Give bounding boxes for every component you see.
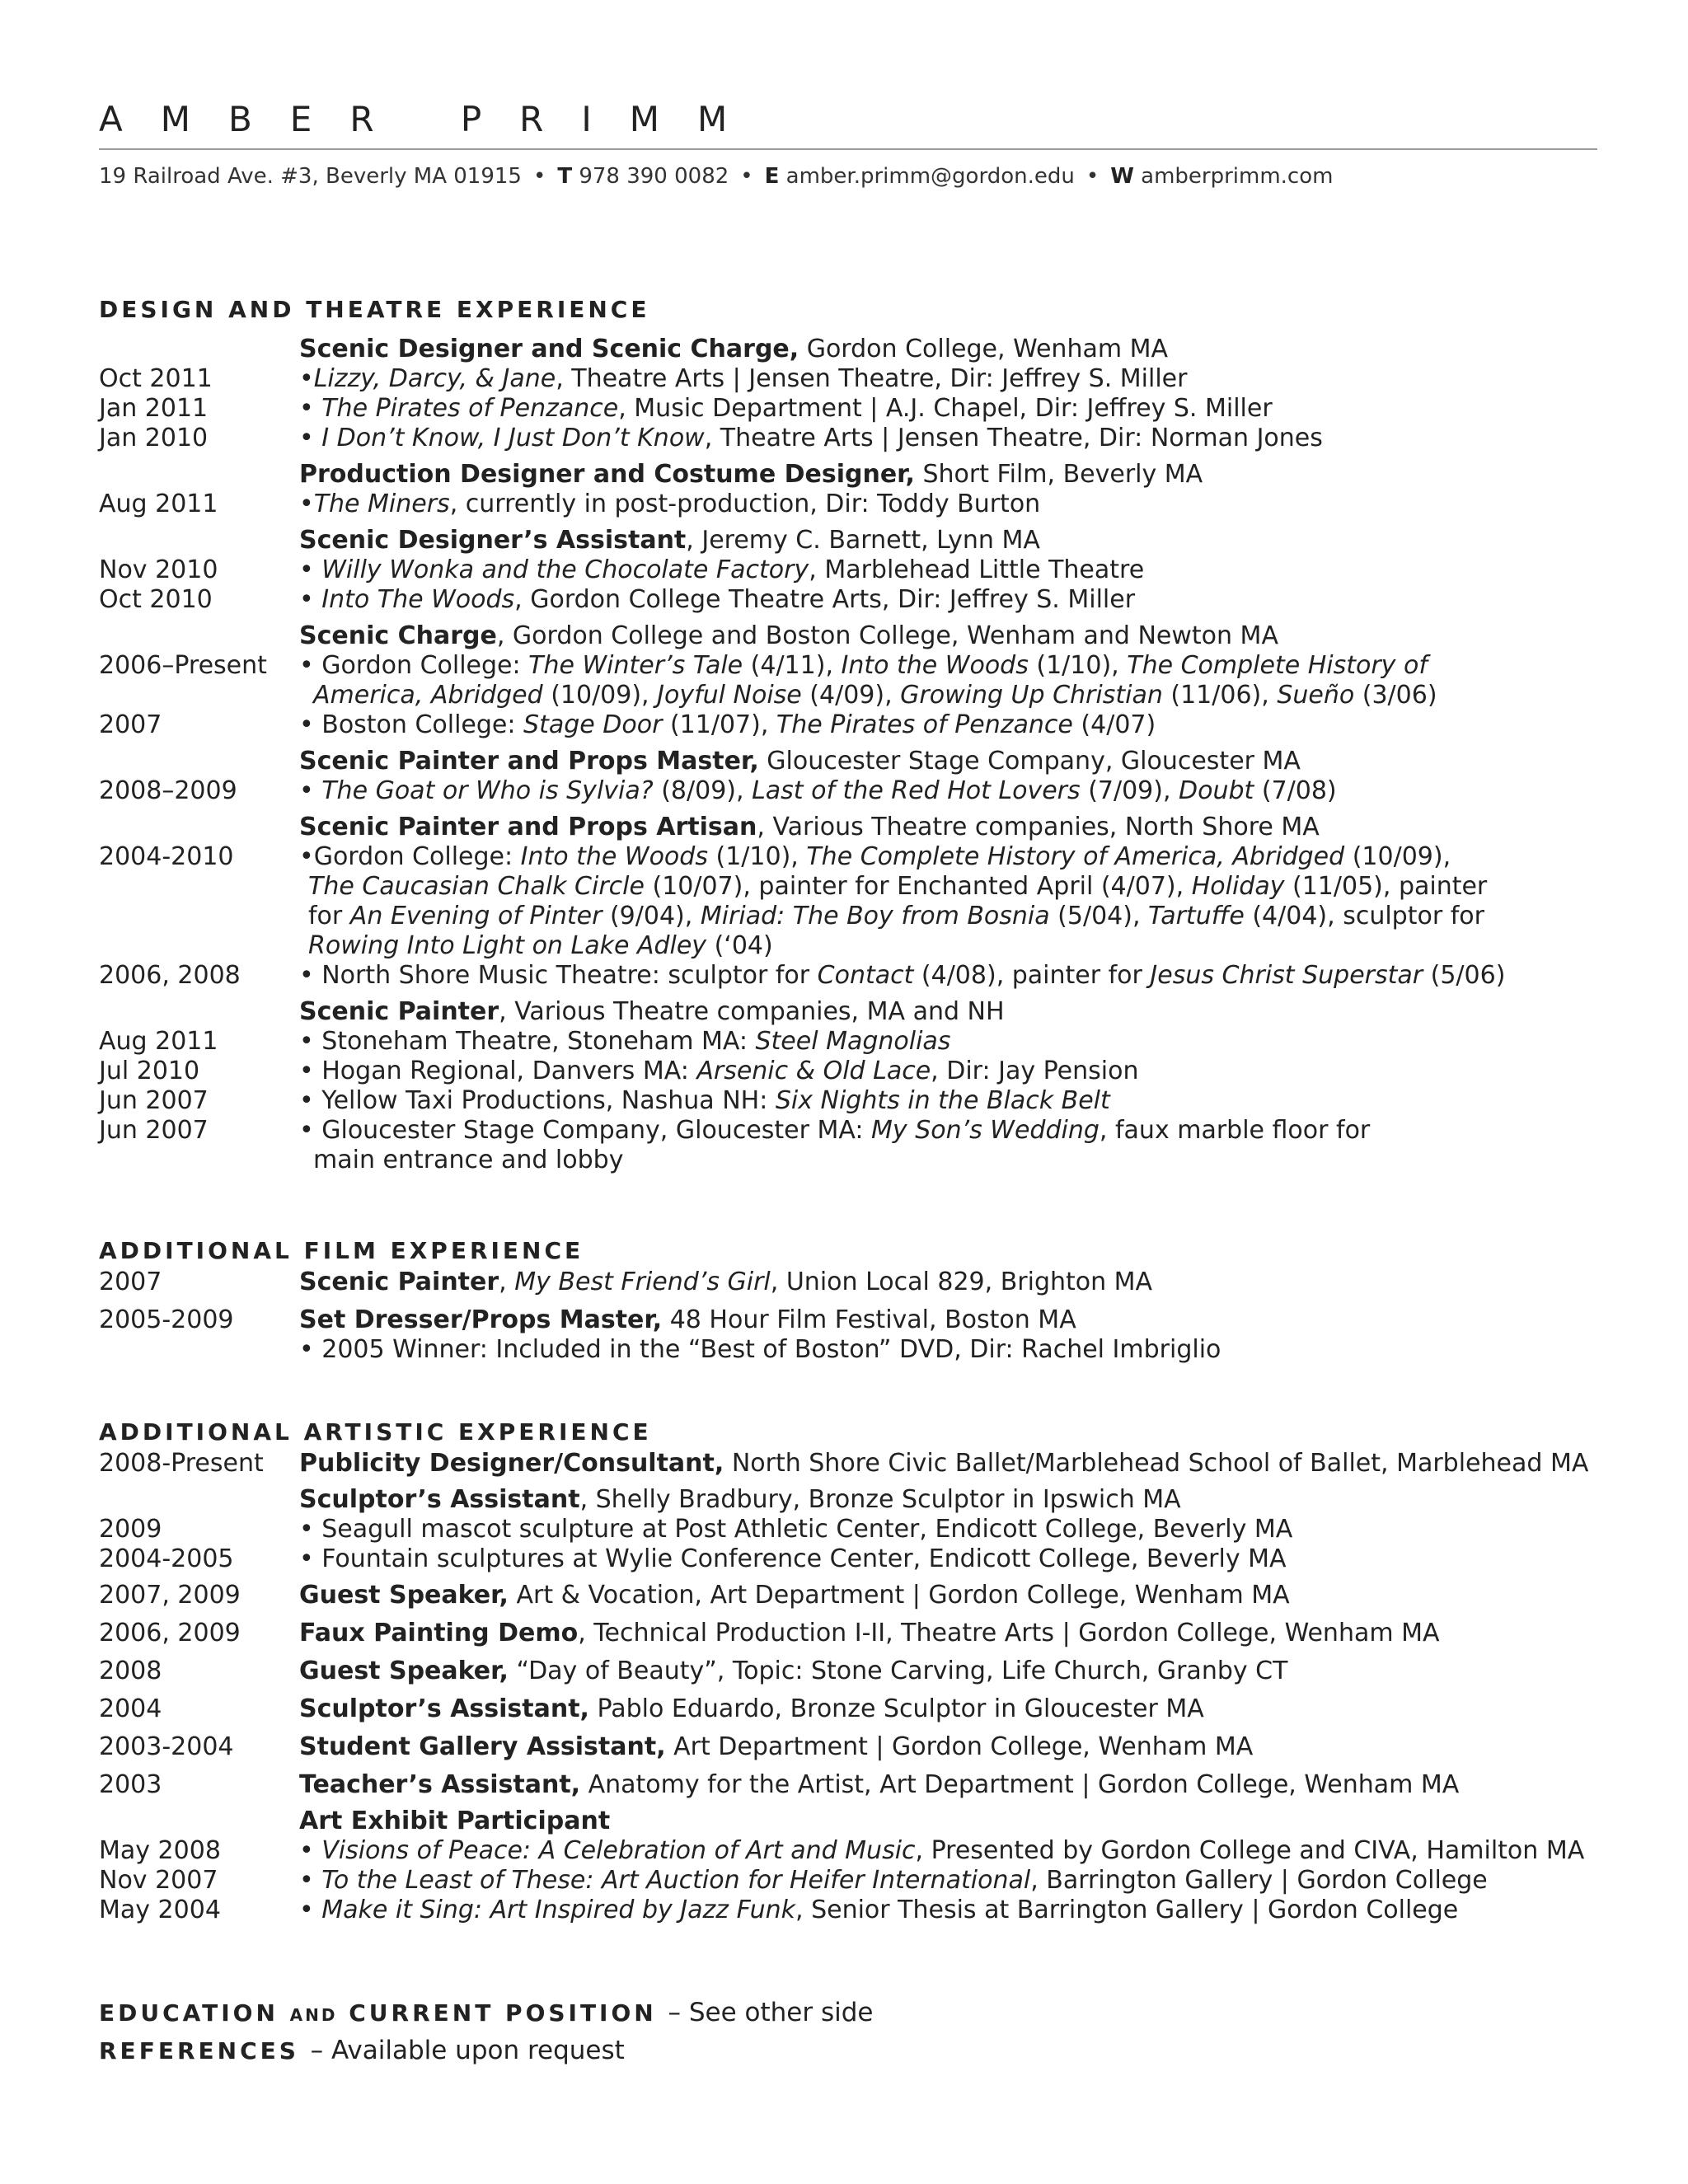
entry-text bbox=[299, 1896, 1458, 1925]
entry-text bbox=[299, 335, 1168, 364]
experience-row bbox=[0, 621, 1688, 651]
entry-role: Guest Speaker, bbox=[299, 1581, 509, 1610]
entry-text bbox=[299, 1836, 1584, 1866]
entry-detail: Short Film, Beverly MA bbox=[914, 460, 1203, 489]
experience-row bbox=[0, 1027, 1688, 1057]
entry-detail: • Yellow Taxi Productions, Nashua NH: bbox=[299, 1086, 776, 1115]
entry-text bbox=[299, 460, 1203, 490]
entry-date: 2005-2009 bbox=[99, 1305, 234, 1334]
section-heading-references bbox=[99, 2036, 625, 2066]
entry-title: Growing Up Christian bbox=[900, 681, 1163, 710]
experience-row bbox=[0, 1268, 1688, 1297]
entry-date: 2007, 2009 bbox=[99, 1581, 241, 1610]
entry-detail: • bbox=[299, 424, 322, 452]
experience-row bbox=[0, 1694, 1688, 1724]
entry-detail: , Union Local 829, Brighton MA bbox=[770, 1268, 1153, 1296]
section-heading-education bbox=[99, 1998, 873, 2030]
experience-row bbox=[0, 1770, 1688, 1800]
entry-detail: (9/04), bbox=[602, 902, 701, 930]
entry-text bbox=[299, 651, 1428, 681]
entry-detail: Gordon College, Wenham MA bbox=[799, 335, 1169, 363]
entry-title: The Complete History of bbox=[1127, 651, 1428, 680]
entry-text bbox=[313, 1146, 623, 1175]
entry-title: Visions of Peace: A Celebration of Art and Music bbox=[321, 1836, 916, 1865]
entry-detail: , Theatre Arts | Jensen Theatre, Dir: Norman Jones bbox=[704, 424, 1323, 452]
entry-date: 2006–Present bbox=[99, 651, 267, 680]
entry-role: Set Dresser/Props Master, bbox=[299, 1305, 663, 1334]
experience-row bbox=[0, 710, 1688, 740]
entry-title: Miriad: The Boy from Bosnia bbox=[700, 902, 1050, 930]
entry-detail: , Various Theatre companies, MA and NH bbox=[499, 997, 1005, 1026]
entry-detail: • bbox=[299, 394, 322, 423]
entry-title: Into the Woods bbox=[520, 842, 708, 871]
entry-detail: (4/04), sculptor for bbox=[1244, 902, 1484, 930]
entry-title: Six Nights in the Black Belt bbox=[775, 1086, 1110, 1115]
phone-label: T bbox=[557, 164, 573, 189]
education-note: – See other side bbox=[668, 1998, 874, 2027]
experience-row bbox=[0, 1619, 1688, 1648]
entry-title: Into The Woods bbox=[321, 585, 515, 614]
entry-detail: (11/06), bbox=[1162, 681, 1278, 710]
experience-row bbox=[0, 555, 1688, 585]
entry-text bbox=[299, 621, 1278, 651]
entry-role: Scenic Painter and Props Artisan bbox=[299, 813, 757, 841]
entry-detail: • North Shore Music Theatre: sculptor for bbox=[299, 961, 818, 990]
experience-row bbox=[0, 961, 1688, 991]
entry-detail: , Senior Thesis at Barrington Gallery | Gordon College bbox=[795, 1896, 1459, 1924]
entry-date: 2004-2010 bbox=[99, 842, 234, 871]
experience-row bbox=[0, 776, 1688, 806]
entry-date: Jun 2007 bbox=[99, 1116, 209, 1145]
entry-detail: (4/08), painter for bbox=[913, 961, 1151, 990]
entry-detail: • Gordon College: bbox=[299, 651, 529, 680]
separator-dot: • bbox=[532, 164, 546, 189]
entry-date: 2009 bbox=[99, 1515, 162, 1544]
experience-row bbox=[0, 1732, 1688, 1762]
entry-date: 2008–2009 bbox=[99, 776, 237, 805]
experience-row bbox=[0, 1305, 1688, 1335]
entry-text bbox=[308, 931, 773, 961]
entry-text bbox=[299, 364, 1187, 394]
entry-detail: • bbox=[299, 1896, 322, 1924]
entry-role: Sculptor’s Assistant bbox=[299, 1485, 580, 1514]
experience-row bbox=[0, 997, 1688, 1027]
entry-detail: (1/10), bbox=[707, 842, 807, 871]
entry-text bbox=[299, 710, 1156, 740]
entry-detail: , Theatre Arts | Jensen Theatre, Dir: Jeffrey S. Miller bbox=[556, 364, 1188, 393]
entry-detail: • Seagull mascot sculpture at Post Athletic Center, Endicott College, Beverly MA bbox=[299, 1515, 1293, 1544]
experience-row bbox=[0, 526, 1688, 555]
entry-detail: Gloucester Stage Company, Gloucester MA bbox=[758, 747, 1301, 776]
entry-role: Faux Painting Demo bbox=[299, 1619, 579, 1647]
web-label: W bbox=[1110, 164, 1134, 189]
entry-text bbox=[299, 1657, 1287, 1686]
applicant-name: AMBER PRIMM bbox=[99, 99, 766, 139]
entry-date: 2006, 2009 bbox=[99, 1619, 241, 1647]
entry-detail: (1/10), bbox=[1028, 651, 1128, 680]
entry-detail: • 2005 Winner: Included in the “Best of Boston” DVD, Dir: Rachel Imbriglio bbox=[299, 1335, 1221, 1364]
experience-row bbox=[0, 1544, 1688, 1574]
entry-detail: (10/09), bbox=[542, 681, 658, 710]
entry-title: Willy Wonka and the Chocolate Factory bbox=[321, 555, 809, 584]
entry-role: Art Exhibit Participant bbox=[299, 1807, 611, 1835]
entry-date: 2004 bbox=[99, 1694, 162, 1723]
entry-text bbox=[299, 394, 1273, 424]
entry-title: Last of the Red Hot Lovers bbox=[752, 776, 1081, 805]
entry-date: 2008-Present bbox=[99, 1449, 264, 1478]
entry-title: The Pirates of Penzance bbox=[321, 394, 619, 423]
entry-date: Jun 2007 bbox=[99, 1086, 209, 1115]
entry-detail: • Gloucester Stage Company, Gloucester MA: bbox=[299, 1116, 872, 1145]
entry-role: Scenic Designer’s Assistant bbox=[299, 526, 687, 555]
entry-text bbox=[299, 842, 1451, 872]
experience-row bbox=[0, 747, 1688, 776]
entry-date: May 2004 bbox=[99, 1896, 221, 1924]
education-and: AND bbox=[289, 2005, 338, 2025]
entry-detail: , Dir: Jay Pension bbox=[931, 1057, 1139, 1085]
section-heading-artistic: ADDITIONAL ARTISTIC EXPERIENCE bbox=[99, 1418, 652, 1446]
experience-row bbox=[0, 1836, 1688, 1866]
entry-title: To the Least of These: Art Auction for Heifer International bbox=[321, 1866, 1031, 1895]
entry-title: Contact bbox=[817, 961, 914, 990]
entry-detail: • bbox=[299, 1866, 322, 1895]
experience-row bbox=[0, 1485, 1688, 1515]
entry-role: Scenic Painter bbox=[299, 997, 499, 1026]
entry-title: Arsenic & Old Lace bbox=[696, 1057, 931, 1085]
experience-row bbox=[0, 1086, 1688, 1116]
entry-text bbox=[308, 902, 1484, 931]
entry-date: Aug 2011 bbox=[99, 490, 218, 518]
entry-title: An Evening of Pinter bbox=[349, 902, 603, 930]
entry-date: Oct 2010 bbox=[99, 585, 213, 614]
entry-date: 2004-2005 bbox=[99, 1544, 234, 1573]
entry-detail: Anatomy for the Artist, Art Department | Gordon College, Wenham MA bbox=[580, 1770, 1460, 1799]
entry-title: The Miners bbox=[313, 490, 450, 518]
entry-detail: (‘04) bbox=[706, 931, 773, 960]
entry-title: Rowing Into Light on Lake Adley bbox=[308, 931, 707, 960]
entry-text bbox=[299, 997, 1005, 1027]
entry-text bbox=[299, 776, 1337, 806]
entry-detail: • Stoneham Theatre, Stoneham MA: bbox=[299, 1027, 756, 1056]
entry-title: Into the Woods bbox=[841, 651, 1029, 680]
entry-text bbox=[299, 1732, 1253, 1762]
entry-date: 2003-2004 bbox=[99, 1732, 234, 1761]
experience-row bbox=[0, 872, 1688, 902]
experience-row bbox=[0, 490, 1688, 519]
entry-role: Publicity Designer/Consultant, bbox=[299, 1449, 724, 1478]
entry-role: Production Designer and Costume Designer, bbox=[299, 460, 915, 489]
entry-text bbox=[299, 813, 1320, 842]
entry-text bbox=[299, 1268, 1152, 1297]
education-label: EDUCATION bbox=[99, 1999, 279, 2027]
entry-text bbox=[299, 1694, 1204, 1724]
experience-row bbox=[0, 424, 1688, 453]
entry-text bbox=[299, 1866, 1488, 1896]
entry-detail: , Music Department | A.J. Chapel, Dir: Jeffrey S. Miller bbox=[618, 394, 1273, 423]
entry-title: The Caucasian Chalk Circle bbox=[308, 872, 645, 901]
entry-detail: • bbox=[299, 490, 314, 518]
entry-text bbox=[299, 526, 1040, 555]
experience-row bbox=[0, 1807, 1688, 1836]
entry-date: 2003 bbox=[99, 1770, 162, 1799]
entry-detail: , Gordon College Theatre Arts, Dir: Jeffrey S. Miller bbox=[514, 585, 1136, 614]
entry-text bbox=[299, 585, 1135, 615]
current-position-label: CURRENT POSITION bbox=[349, 1999, 657, 2027]
entry-detail: • bbox=[299, 555, 322, 584]
entry-text bbox=[299, 424, 1323, 453]
entry-date: 2007 bbox=[99, 710, 162, 739]
entry-detail: Pablo Eduardo, Bronze Sculptor in Gloucester MA bbox=[588, 1694, 1204, 1723]
entry-detail: , Shelly Bradbury, Bronze Sculptor in Ipswich MA bbox=[579, 1485, 1181, 1514]
entry-detail: “Day of Beauty”, Topic: Stone Carving, Life Church, Granby CT bbox=[508, 1657, 1288, 1685]
entry-text bbox=[299, 1305, 1076, 1335]
entry-detail: , Technical Production I-II, Theatre Arts | Gordon College, Wenham MA bbox=[578, 1619, 1440, 1647]
separator-dot: • bbox=[740, 164, 753, 189]
experience-row bbox=[0, 1057, 1688, 1086]
references-note: – Available upon request bbox=[310, 2036, 625, 2065]
entry-text bbox=[299, 1515, 1292, 1544]
experience-row bbox=[0, 902, 1688, 931]
entry-title: Lizzy, Darcy, & Jane bbox=[313, 364, 556, 393]
entry-title: Holiday bbox=[1191, 872, 1285, 901]
experience-row bbox=[0, 1335, 1688, 1365]
experience-row bbox=[0, 1896, 1688, 1925]
entry-detail: , currently in post-production, Dir: Toddy Burton bbox=[449, 490, 1041, 518]
experience-row bbox=[0, 364, 1688, 394]
entry-detail: • bbox=[299, 585, 322, 614]
entry-title: The Complete History of America, Abridged bbox=[806, 842, 1345, 871]
entry-text bbox=[299, 490, 1040, 519]
email-link[interactable]: amber.primm@gordon.edu bbox=[785, 164, 1075, 189]
entry-date: 2007 bbox=[99, 1268, 162, 1296]
section-heading-design: DESIGN AND THEATRE EXPERIENCE bbox=[99, 296, 650, 323]
entry-detail: (8/09), bbox=[653, 776, 753, 805]
entry-text bbox=[299, 1086, 1110, 1116]
entry-text bbox=[299, 1807, 610, 1836]
experience-row bbox=[0, 1515, 1688, 1544]
header-divider bbox=[99, 148, 1597, 150]
entry-title: Doubt bbox=[1179, 776, 1254, 805]
entry-role: Scenic Charge bbox=[299, 621, 497, 650]
entry-detail: North Shore Civic Ballet/Marblehead School of Ballet, Marblehead MA bbox=[724, 1449, 1589, 1478]
entry-date: 2006, 2008 bbox=[99, 961, 241, 990]
entry-title: Joyful Noise bbox=[657, 681, 802, 710]
phone-number: 978 390 0082 bbox=[579, 164, 729, 189]
entry-detail: for bbox=[308, 902, 350, 930]
entry-date: Jan 2010 bbox=[99, 424, 209, 452]
experience-row bbox=[0, 460, 1688, 490]
entry-date: Nov 2007 bbox=[99, 1866, 218, 1895]
entry-detail: (4/11), bbox=[743, 651, 842, 680]
references-label: REFERENCES bbox=[99, 2037, 299, 2064]
entry-title: My Best Friend’s Girl bbox=[514, 1268, 771, 1296]
entry-title: The Pirates of Penzance bbox=[776, 710, 1073, 739]
experience-row bbox=[0, 813, 1688, 842]
entry-role: Teacher’s Assistant, bbox=[299, 1770, 581, 1799]
experience-row bbox=[0, 394, 1688, 424]
entry-text bbox=[299, 1770, 1459, 1800]
entry-text bbox=[299, 961, 1505, 991]
entry-text bbox=[299, 1335, 1221, 1365]
experience-row bbox=[0, 1581, 1688, 1610]
entry-title: The Winter’s Tale bbox=[528, 651, 743, 680]
entry-role: Student Gallery Assistant, bbox=[299, 1732, 666, 1761]
entry-detail: (11/07), bbox=[662, 710, 776, 739]
entry-detail: • Hogan Regional, Danvers MA: bbox=[299, 1057, 697, 1085]
entry-detail: (7/09), bbox=[1080, 776, 1179, 805]
entry-text bbox=[299, 1449, 1588, 1479]
entry-date: May 2008 bbox=[99, 1836, 221, 1865]
entry-role: Scenic Designer and Scenic Charge, bbox=[299, 335, 799, 363]
entry-role: Sculptor’s Assistant, bbox=[299, 1694, 589, 1723]
entry-text bbox=[299, 1027, 950, 1057]
entry-text bbox=[299, 1116, 1370, 1146]
entry-title: Stage Door bbox=[523, 710, 663, 739]
entry-detail: (10/09), bbox=[1344, 842, 1451, 871]
entry-detail: , faux marble floor for bbox=[1099, 1116, 1371, 1145]
entry-detail: main entrance and lobby bbox=[313, 1146, 624, 1174]
entry-title: America, Abridged bbox=[313, 681, 543, 710]
entry-text bbox=[299, 1619, 1440, 1648]
entry-detail: , Gordon College and Boston College, Wenham and Newton MA bbox=[496, 621, 1278, 650]
entry-detail: (7/08) bbox=[1254, 776, 1337, 805]
entry-title: The Goat or Who is Sylvia? bbox=[321, 776, 654, 805]
website-link[interactable]: amberprimm.com bbox=[1141, 164, 1334, 189]
experience-row bbox=[0, 1146, 1688, 1175]
entry-title: Jesus Christ Superstar bbox=[1150, 961, 1423, 990]
entry-date: Aug 2011 bbox=[99, 1027, 218, 1056]
entry-detail: , Barrington Gallery | Gordon College bbox=[1030, 1866, 1488, 1895]
entry-detail: (10/07), painter for Enchanted April (4/07), bbox=[644, 872, 1192, 901]
contact-line bbox=[99, 162, 1333, 191]
entry-detail: Art Department | Gordon College, Wenham MA bbox=[665, 1732, 1254, 1761]
entry-title: Make it Sing: Art Inspired by Jazz Funk bbox=[321, 1896, 796, 1924]
entry-title: I Don’t Know, I Just Don’t Know bbox=[321, 424, 705, 452]
entry-detail: , Jeremy C. Barnett, Lynn MA bbox=[686, 526, 1040, 555]
experience-row bbox=[0, 681, 1688, 710]
entry-detail: (5/06) bbox=[1423, 961, 1506, 990]
entry-date: 2008 bbox=[99, 1657, 162, 1685]
entry-date: Jul 2010 bbox=[99, 1057, 200, 1085]
entry-title: Steel Magnolias bbox=[755, 1027, 951, 1056]
entry-text bbox=[313, 681, 1437, 710]
entry-text bbox=[308, 872, 1487, 902]
entry-title: Tartuffe bbox=[1148, 902, 1245, 930]
experience-row bbox=[0, 931, 1688, 961]
entry-detail: (4/09), bbox=[801, 681, 901, 710]
entry-title: My Son’s Wedding bbox=[871, 1116, 1100, 1145]
experience-row bbox=[0, 842, 1688, 872]
entry-detail: , bbox=[499, 1268, 515, 1296]
entry-detail: Art & Vocation, Art Department | Gordon College, Wenham MA bbox=[508, 1581, 1290, 1610]
experience-row bbox=[0, 1116, 1688, 1146]
entry-date: Oct 2011 bbox=[99, 364, 213, 393]
entry-role: Scenic Painter and Props Master, bbox=[299, 747, 759, 776]
entry-detail: , Various Theatre companies, North Shore MA bbox=[757, 813, 1320, 841]
entry-date: Nov 2010 bbox=[99, 555, 218, 584]
entry-detail: (4/07) bbox=[1072, 710, 1156, 739]
entry-detail: •Gordon College: bbox=[299, 842, 521, 871]
experience-row bbox=[0, 1657, 1688, 1686]
entry-title: Sueño bbox=[1277, 681, 1355, 710]
entry-text bbox=[299, 1581, 1290, 1610]
entry-text bbox=[299, 1485, 1181, 1515]
entry-text bbox=[299, 555, 1144, 585]
entry-text bbox=[299, 747, 1301, 776]
entry-detail: • bbox=[299, 776, 322, 805]
experience-row bbox=[0, 1449, 1688, 1479]
entry-detail: • bbox=[299, 364, 314, 393]
entry-detail: • bbox=[299, 1836, 322, 1865]
experience-row bbox=[0, 1866, 1688, 1896]
entry-role: Scenic Painter bbox=[299, 1268, 499, 1296]
section-heading-film: ADDITIONAL FILM EXPERIENCE bbox=[99, 1237, 584, 1264]
entry-detail: • Boston College: bbox=[299, 710, 524, 739]
experience-row bbox=[0, 335, 1688, 364]
entry-detail: (3/06) bbox=[1354, 681, 1437, 710]
experience-row bbox=[0, 651, 1688, 681]
entry-detail: • Fountain sculptures at Wylie Conference Center, Endicott College, Beverly MA bbox=[299, 1544, 1287, 1573]
entry-role: Guest Speaker, bbox=[299, 1657, 509, 1685]
entry-detail: 48 Hour Film Festival, Boston MA bbox=[662, 1305, 1076, 1334]
experience-row bbox=[0, 585, 1688, 615]
entry-detail: (5/04), bbox=[1049, 902, 1149, 930]
entry-text bbox=[299, 1544, 1287, 1574]
separator-dot: • bbox=[1085, 164, 1100, 189]
entry-detail: , Marblehead Little Theatre bbox=[809, 555, 1145, 584]
entry-detail: (11/05), painter bbox=[1284, 872, 1488, 901]
entry-date: Jan 2011 bbox=[99, 394, 209, 423]
address: 19 Railroad Ave. #3, Beverly MA 01915 bbox=[99, 164, 522, 189]
email-label: E bbox=[764, 164, 780, 189]
entry-text bbox=[299, 1057, 1138, 1086]
entry-detail: , Presented by Gordon College and CIVA, Hamilton MA bbox=[915, 1836, 1585, 1865]
